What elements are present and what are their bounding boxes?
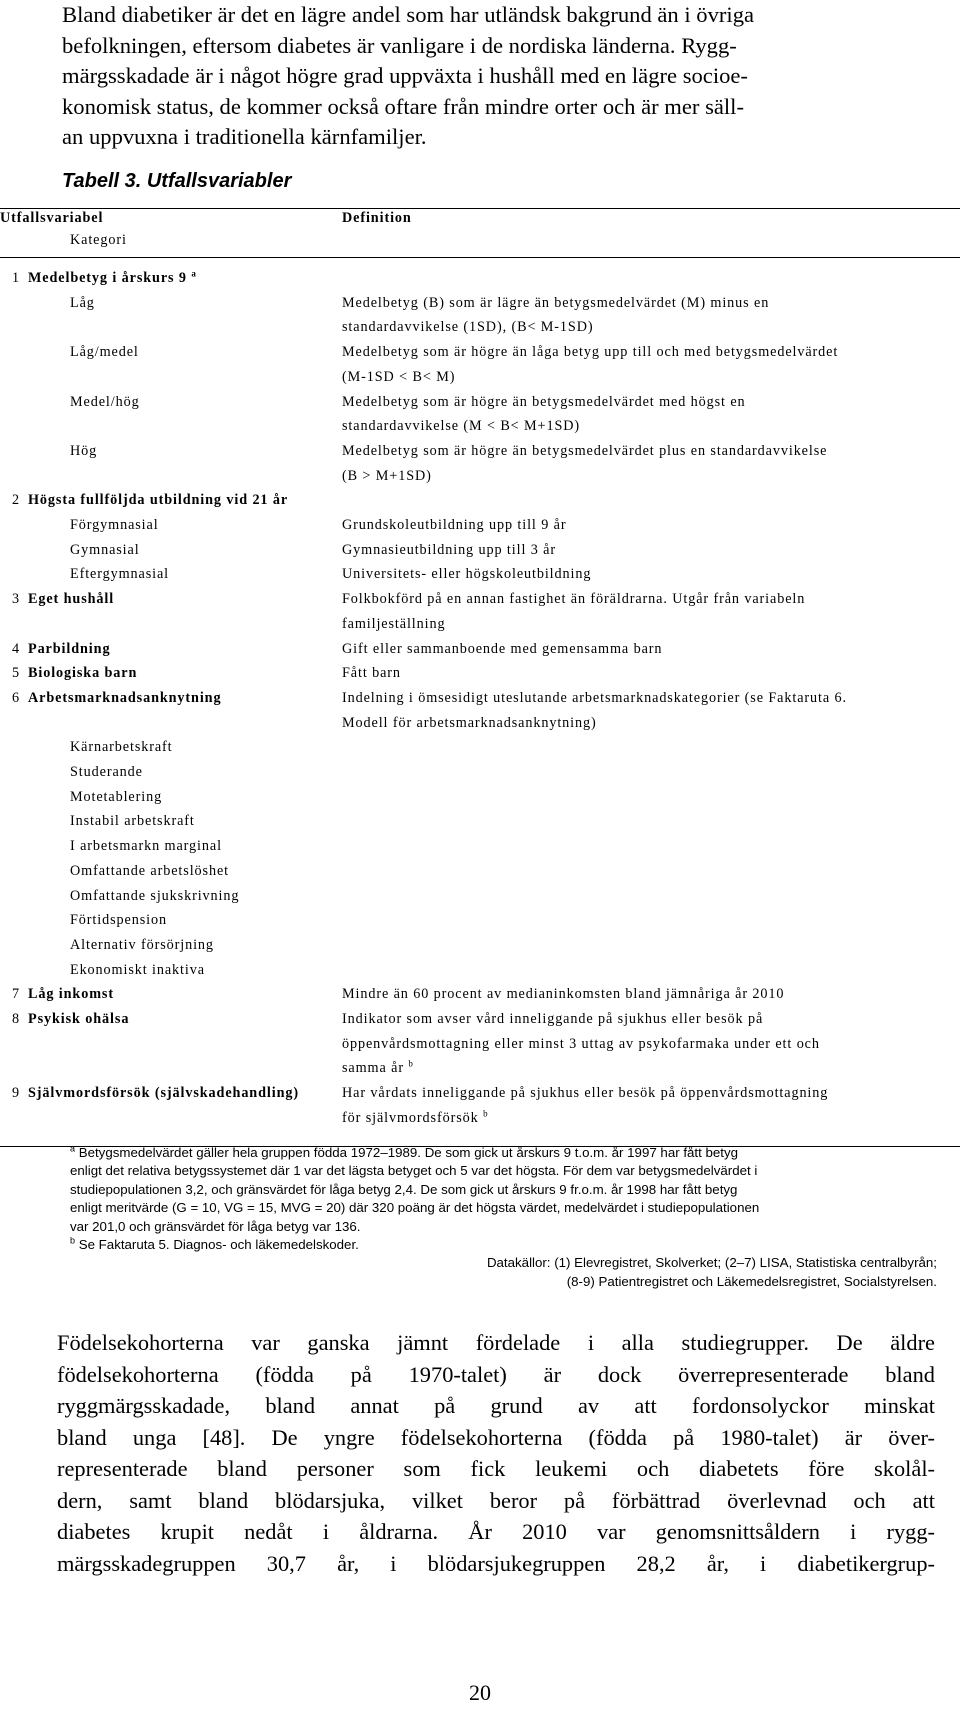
category-name-text: Omfattande arbetslöshet <box>70 862 229 879</box>
category-name <box>70 834 222 859</box>
category-name <box>70 809 195 834</box>
footnote-b-line <box>70 1236 940 1254</box>
category-name-text: Alternativ försörjning <box>70 936 214 953</box>
definition-text-text: Fått barn <box>342 665 401 682</box>
definition-text-text: (B > M+1SD) <box>342 467 432 484</box>
variable-name-text: Arbetsmarknadsanknytning <box>28 689 222 706</box>
intro-line: Bland diabetiker är det en lägre andel som har utländsk bakgrund än i övriga <box>62 2 755 27</box>
body-line: dern, samt bland blödarsjuka, vilket beror på förbättrad överlevnad och att <box>57 1487 935 1513</box>
variable-name-text: Parbildning <box>28 640 111 657</box>
row-number-text: 6 <box>12 689 20 706</box>
definition-text-text: Har vårdats inneliggande på sjukhus eller besök på öppenvårdsmottagning <box>342 1085 829 1102</box>
definition-text <box>342 390 746 415</box>
footnote-b-text: Se Faktaruta 5. Diagnos- och läkemedelskoder. <box>78 1237 359 1253</box>
row-number-text: 9 <box>12 1085 20 1102</box>
footnote-a-line <box>70 1144 940 1162</box>
footnotes <box>70 1144 940 1291</box>
category-name <box>70 513 159 538</box>
definition-text-text: Mindre än 60 procent av medianinkomsten bland jämnåriga år 2010 <box>342 986 785 1003</box>
definition-text-text: Folkbokförd på en annan fastighet än föräldrarna. Utgår från variabeln <box>342 591 806 608</box>
row-number <box>12 1007 20 1032</box>
definition-text <box>342 686 847 711</box>
definition-text <box>342 538 556 563</box>
definition-text <box>342 711 597 736</box>
category-name-text: Kärnarbetskraft <box>70 739 173 756</box>
definition-text <box>342 340 838 365</box>
superscript-marker: b <box>408 1058 414 1069</box>
category-name-text: Motetablering <box>70 788 163 805</box>
row-number-text: 2 <box>12 492 20 509</box>
definition-text-text: Gift eller sammanboende med gemensamma barn <box>342 640 663 657</box>
variable-name-text: Biologiska barn <box>28 665 138 682</box>
definition-text-text: Indelning i ömsesidigt uteslutande arbetsmarknadskategorier (se Faktaruta 6. <box>342 689 847 706</box>
header-bottom-rule <box>0 257 960 258</box>
variable-name <box>28 982 114 1007</box>
definition-text <box>342 1007 763 1032</box>
intro-line: märgsskadade är i något högre grad uppväxta i hushåll med en lägre socioe- <box>62 63 748 88</box>
definition-text-text: Gymnasieutbildning upp till 3 år <box>342 541 557 558</box>
definition-text <box>342 414 580 439</box>
definition-text <box>342 464 432 489</box>
category-name-text: Instabil arbetskraft <box>70 813 195 830</box>
variable-name-text: Psykisk ohälsa <box>28 1011 130 1027</box>
footnote-a-line: studiepopulationen 3,2, och gränsvärdet för låga betyg 2,4. De som gick ut årskurs 9 fr.o.m. år 1998 har fått betyg <box>70 1181 738 1197</box>
variable-name-text: Medelbetyg i årskurs 9 <box>28 270 187 286</box>
definition-text <box>342 1032 820 1057</box>
definition-text <box>342 661 401 686</box>
category-name <box>70 908 167 933</box>
variable-name <box>28 266 197 291</box>
category-name <box>70 735 173 760</box>
definition-text <box>342 1081 828 1106</box>
footnote-a-line: var 201,0 och gränsvärdet för låga betyg var 136. <box>70 1218 361 1234</box>
superscript-marker: b <box>483 1108 489 1119</box>
definition-text-text: Universitets- eller högskoleutbildning <box>342 566 592 583</box>
variable-name-text: Högsta fullföljda utbildning vid 21 år <box>28 492 289 509</box>
variable-name-text: Eget hushåll <box>28 591 115 608</box>
category-name-text: Ekonomiskt inaktiva <box>70 961 205 978</box>
row-number-text: 3 <box>12 591 20 608</box>
category-name <box>70 439 97 464</box>
category-name <box>70 785 162 810</box>
intro-line: befolkningen, eftersom diabetes är vanligare i de nordiska länderna. Rygg- <box>62 32 737 58</box>
row-number <box>12 1081 20 1106</box>
body-line: bland unga [48]. De yngre födelsekohorterna (födda på 1980-talet) är över- <box>57 1424 935 1450</box>
definition-text-text: för självmordsförsök <box>342 1109 479 1126</box>
category-name-text: Medel/hög <box>70 393 140 410</box>
footnote-a-marker: a <box>70 1143 76 1154</box>
definition-text-text: Medelbetyg (B) som är lägre än betygsmedelvärdet (M) minus en <box>342 294 770 311</box>
footnote-b-marker: b <box>70 1235 76 1246</box>
category-name <box>70 933 214 958</box>
category-name <box>70 884 239 909</box>
row-number-text: 5 <box>12 665 20 682</box>
category-name <box>70 538 140 563</box>
variable-name <box>28 637 110 662</box>
variable-name <box>28 661 137 686</box>
definition-text <box>342 587 805 612</box>
intro-paragraph <box>62 0 932 153</box>
header-category: Kategori <box>70 232 127 248</box>
variable-name-text: Låg inkomst <box>28 986 114 1003</box>
sources-line: Datakällor: (1) Elevregistret, Skolverket; (2–7) LISA, Statistiska centralbyrån; <box>486 1255 937 1271</box>
definition-text-text: Medelbetyg som är högre än betygsmedelvärdet med högst en <box>342 393 746 410</box>
category-name <box>70 859 229 884</box>
definition-text <box>342 439 827 464</box>
table-top-rule <box>0 208 960 209</box>
row-number <box>12 637 20 662</box>
body-line: representerade bland personer som fick leukemi och diabetets före skolål- <box>57 1456 935 1481</box>
variable-name <box>28 686 221 711</box>
definition-text-text: Indikator som avser vård inneliggande på sjukhus eller besök på <box>342 1011 764 1027</box>
row-number <box>12 587 20 612</box>
definition-text-text: öppenvårdsmottagning eller minst 3 uttag av psykofarmaka under ett och <box>342 1035 820 1052</box>
category-name <box>70 958 205 983</box>
footnote-a-line: enligt meritvärde (G = 10, VG = 15, MVG = 20) där 320 poäng är det högsta värdet, medelvärdet i studiepopulationen <box>70 1200 760 1216</box>
category-name <box>70 390 140 415</box>
definition-text <box>342 315 594 340</box>
category-name-text: Låg/medel <box>70 344 139 361</box>
definition-text-text: Medelbetyg som är högre än betygsmedelvärdet plus en standardavvikelse <box>342 442 828 459</box>
category-name <box>70 562 169 587</box>
body-line: märgsskadegruppen 30,7 år, i blödarsjukegruppen 28,2 år, i diabetikergrup- <box>57 1550 935 1576</box>
category-name-text: Förgymnasial <box>70 517 159 533</box>
body-line: ryggmärgsskadade, bland annat på grund av att fordonsolyckor minskat <box>57 1393 935 1418</box>
intro-line: an uppvuxna i traditionella kärnfamiljer. <box>62 124 427 149</box>
row-number <box>12 661 20 686</box>
category-name <box>70 291 95 316</box>
sources-line: (8-9) Patientregistret och Läkemedelsregistret, Socialstyrelsen. <box>566 1273 937 1289</box>
definition-text <box>342 291 769 316</box>
definition-text <box>342 612 445 637</box>
row-number-text: 7 <box>12 986 20 1003</box>
row-number-text: 1 <box>12 270 20 286</box>
row-number <box>12 266 20 291</box>
definition-text-text: Grundskoleutbildning upp till 9 år <box>342 517 567 533</box>
variable-name <box>28 587 114 612</box>
definition-text-text: standardavvikelse (1SD), (B< M-1SD) <box>342 319 594 336</box>
row-number-text: 8 <box>12 1011 20 1027</box>
body-line: Födelsekohorterna var ganska jämnt fördelade i alla studiegrupper. De äldre <box>57 1330 935 1355</box>
definition-text-text: (M-1SD < B< M) <box>342 368 456 385</box>
definition-text <box>342 562 591 587</box>
definition-text-text: samma år <box>342 1060 404 1077</box>
definition-text <box>342 982 784 1007</box>
category-name-text: Låg <box>70 294 95 311</box>
intro-line: konomisk status, de kommer också oftare från mindre orter och är mer säll- <box>62 93 744 119</box>
footnote-a-text: Betygsmedelvärdet gäller hela gruppen födda 1972–1989. De som gick ut årskurs 9 t.o.m. år 1997 har fått betyg <box>78 1145 739 1160</box>
category-name-text: Hög <box>70 442 98 459</box>
row-number <box>12 686 20 711</box>
category-name-text: Förtidspension <box>70 912 167 929</box>
definition-text <box>342 365 455 390</box>
category-name-text: Gymnasial <box>70 541 140 558</box>
definition-text-text: Modell för arbetsmarknadsanknytning) <box>342 714 597 731</box>
row-number <box>12 488 20 513</box>
category-name <box>70 340 139 365</box>
definition-text <box>342 637 662 662</box>
definition-text-text: familjeställning <box>342 615 446 632</box>
table-title: Tabell 3. Utfallsvariabler <box>62 170 292 192</box>
definition-text-text: standardavvikelse (M < B< M+1SD) <box>342 418 581 435</box>
superscript-marker: a <box>191 268 197 279</box>
body-line: diabetes krupit nedåt i åldrarna. År 2010 var genomsnittsåldern i rygg- <box>57 1519 935 1544</box>
category-name <box>70 760 143 785</box>
variable-name-text: Självmordsförsök (självskadehandling) <box>28 1085 299 1102</box>
definition-text <box>342 513 566 538</box>
category-name-text: I arbetsmarkn marginal <box>70 838 222 855</box>
variable-name <box>28 1007 129 1032</box>
category-name-text: Studerande <box>70 764 143 780</box>
row-number <box>12 982 20 1007</box>
body-paragraph <box>57 1327 935 1579</box>
footnote-a-line: enligt det relativa betygssystemet där 1 var det lägsta betyget och 5 var det högsta. För dem var betygsmedelvärdet i <box>70 1163 758 1179</box>
definition-text <box>342 1106 488 1131</box>
row-number-text: 4 <box>12 640 20 657</box>
variable-name <box>28 1081 299 1106</box>
header-definition: Definition <box>342 210 412 226</box>
header-variable: Utfallsvariabel <box>0 210 104 226</box>
definition-text-text: Medelbetyg som är högre än låga betyg upp till och med betygsmedelvärdet <box>342 344 839 361</box>
body-line: födelsekohorterna (födda på 1970-talet) är dock överrepresenterade bland <box>57 1361 935 1387</box>
page-number: 20 <box>469 1680 491 1705</box>
variable-name <box>28 488 288 513</box>
category-name-text: Omfattande sjukskrivning <box>70 887 240 904</box>
category-name-text: Eftergymnasial <box>70 566 170 583</box>
definition-text <box>342 1056 414 1081</box>
